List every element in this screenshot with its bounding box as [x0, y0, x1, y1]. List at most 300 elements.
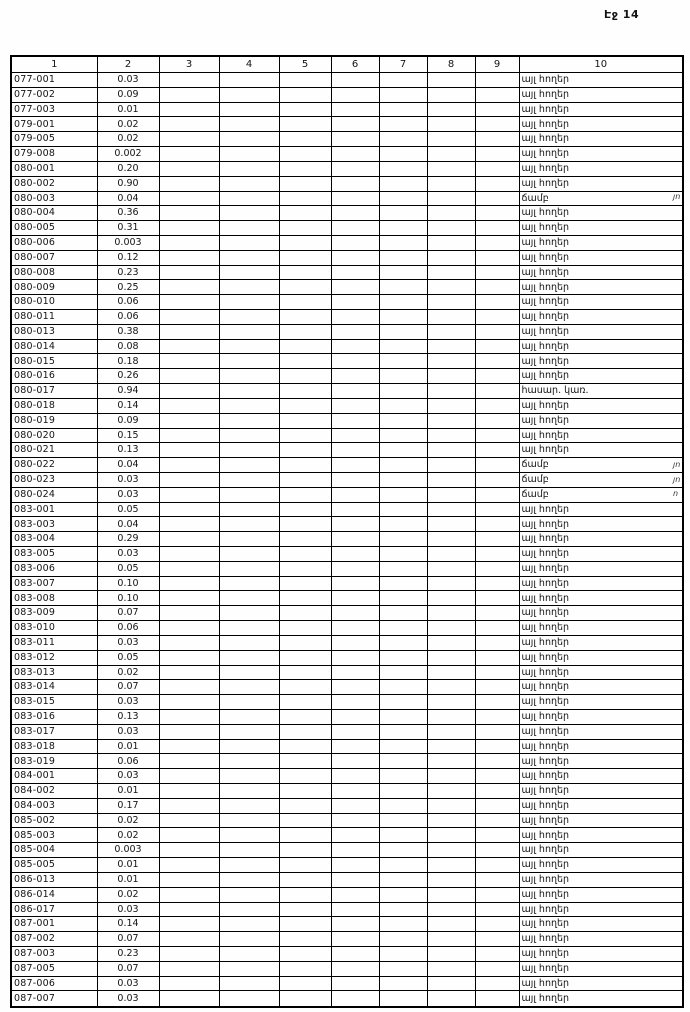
cell-empty: [427, 413, 475, 428]
cell-empty: [475, 384, 519, 399]
cell-empty: [279, 709, 331, 724]
cell-note: այլ հողեր: [519, 161, 683, 176]
cell-empty: [427, 235, 475, 250]
table-row: [11, 487, 683, 502]
cell-empty: [331, 813, 379, 828]
cell-code: 083-011: [11, 635, 97, 650]
cell-empty: [279, 73, 331, 88]
cell-empty: [427, 591, 475, 606]
cell-empty: [427, 354, 475, 369]
cell-empty: [427, 117, 475, 132]
cell-empty: [159, 591, 219, 606]
table-row: [11, 413, 683, 428]
cell-empty: [379, 87, 427, 102]
cell-empty: [219, 709, 279, 724]
cell-value: 0.20: [97, 161, 159, 176]
cell-code: 084-001: [11, 769, 97, 784]
cell-code: 077-001: [11, 73, 97, 88]
cell-empty: [379, 73, 427, 88]
cell-empty: [219, 250, 279, 265]
cell-empty: [475, 310, 519, 325]
cell-empty: [219, 102, 279, 117]
cell-empty: [279, 147, 331, 162]
column-header: 3: [159, 56, 219, 73]
cell-code: 080-020: [11, 428, 97, 443]
cell-empty: [331, 324, 379, 339]
cell-empty: [475, 398, 519, 413]
cell-code: 079-005: [11, 132, 97, 147]
cell-empty: [475, 902, 519, 917]
cell-empty: [379, 769, 427, 784]
cell-note: այլ հողեր: [519, 976, 683, 991]
table-row: [11, 695, 683, 710]
cell-empty: [279, 324, 331, 339]
cell-empty: [379, 621, 427, 636]
cell-empty: [159, 561, 219, 576]
cell-empty: [159, 354, 219, 369]
cell-empty: [159, 828, 219, 843]
column-header: 2: [97, 56, 159, 73]
cell-empty: [159, 221, 219, 236]
cell-code: 080-017: [11, 384, 97, 399]
cell-code: 080-006: [11, 235, 97, 250]
cell-value: 0.13: [97, 709, 159, 724]
table-row: [11, 769, 683, 784]
cell-empty: [379, 354, 427, 369]
cell-empty: [279, 680, 331, 695]
table-row: [11, 384, 683, 399]
cell-empty: [475, 191, 519, 206]
table-row: [11, 428, 683, 443]
cell-note: այլ հողեր: [519, 250, 683, 265]
cell-empty: [427, 902, 475, 917]
cell-empty: [475, 695, 519, 710]
cell-empty: [219, 369, 279, 384]
cell-value: 0.23: [97, 946, 159, 961]
cell-code: 083-001: [11, 502, 97, 517]
cell-empty: [279, 798, 331, 813]
cell-empty: [427, 73, 475, 88]
cell-empty: [427, 384, 475, 399]
cell-empty: [475, 798, 519, 813]
cell-empty: [219, 739, 279, 754]
cell-empty: [159, 784, 219, 799]
cell-empty: [379, 798, 427, 813]
cell-empty: [379, 828, 427, 843]
cell-empty: [279, 976, 331, 991]
cell-code: 083-019: [11, 754, 97, 769]
table-row: [11, 443, 683, 458]
cell-empty: [159, 887, 219, 902]
cell-code: 086-013: [11, 872, 97, 887]
cell-code: 085-002: [11, 813, 97, 828]
cell-empty: [427, 102, 475, 117]
cell-empty: [475, 665, 519, 680]
cell-value: 0.14: [97, 917, 159, 932]
cell-note: այլ հողեր: [519, 369, 683, 384]
cell-empty: [379, 606, 427, 621]
cell-empty: [159, 976, 219, 991]
cell-empty: [219, 754, 279, 769]
cell-value: 0.06: [97, 621, 159, 636]
cell-empty: [379, 472, 427, 487]
cell-empty: [331, 976, 379, 991]
cell-note: այլ հողեր: [519, 887, 683, 902]
table-row: [11, 798, 683, 813]
cell-empty: [427, 635, 475, 650]
cell-empty: [427, 813, 475, 828]
cell-empty: [475, 547, 519, 562]
cell-empty: [159, 798, 219, 813]
cell-empty: [331, 650, 379, 665]
cell-code: 087-002: [11, 932, 97, 947]
cell-code: 080-016: [11, 369, 97, 384]
cell-empty: [219, 206, 279, 221]
cell-empty: [475, 932, 519, 947]
table-row: [11, 961, 683, 976]
cell-empty: [475, 487, 519, 502]
cell-empty: [475, 73, 519, 88]
table-row: [11, 191, 683, 206]
cell-empty: [219, 265, 279, 280]
cell-empty: [475, 458, 519, 473]
cell-empty: [379, 384, 427, 399]
cell-empty: [279, 339, 331, 354]
cell-code: 084-002: [11, 784, 97, 799]
cell-empty: [331, 472, 379, 487]
cell-empty: [279, 502, 331, 517]
cell-empty: [331, 769, 379, 784]
cell-note: այլ հողեր: [519, 413, 683, 428]
cell-value: 0.003: [97, 843, 159, 858]
cell-code: 079-001: [11, 117, 97, 132]
cell-empty: [331, 576, 379, 591]
cell-empty: [379, 843, 427, 858]
cell-empty: [475, 176, 519, 191]
table-row: [11, 991, 683, 1007]
cell-empty: [279, 621, 331, 636]
cell-code: 077-003: [11, 102, 97, 117]
cell-empty: [379, 917, 427, 932]
cell-empty: [379, 784, 427, 799]
cell-empty: [379, 235, 427, 250]
cell-empty: [427, 991, 475, 1007]
cell-code: 085-003: [11, 828, 97, 843]
cell-empty: [219, 872, 279, 887]
cell-value: 0.002: [97, 147, 159, 162]
cell-empty: [331, 132, 379, 147]
cell-empty: [475, 650, 519, 665]
cell-empty: [279, 191, 331, 206]
cell-empty: [159, 680, 219, 695]
cell-empty: [219, 384, 279, 399]
cell-empty: [159, 902, 219, 917]
cell-value: 0.03: [97, 769, 159, 784]
cell-empty: [379, 576, 427, 591]
cell-empty: [159, 161, 219, 176]
cell-empty: [279, 769, 331, 784]
cell-empty: [475, 443, 519, 458]
cell-empty: [219, 532, 279, 547]
cell-empty: [427, 976, 475, 991]
cell-code: 087-006: [11, 976, 97, 991]
table-row: [11, 398, 683, 413]
column-header: 10: [519, 56, 683, 73]
cell-empty: [331, 265, 379, 280]
cell-note: այլ հողեր: [519, 561, 683, 576]
cell-empty: [219, 458, 279, 473]
cell-empty: [379, 724, 427, 739]
cell-empty: [219, 324, 279, 339]
cell-note: այլ հողեր: [519, 769, 683, 784]
cell-empty: [159, 695, 219, 710]
cell-empty: [279, 547, 331, 562]
cell-empty: [475, 102, 519, 117]
cell-empty: [279, 946, 331, 961]
cell-empty: [279, 724, 331, 739]
cell-empty: [159, 398, 219, 413]
cell-empty: [159, 191, 219, 206]
cell-empty: [159, 961, 219, 976]
cell-empty: [427, 324, 475, 339]
table-row: [11, 591, 683, 606]
table-row: [11, 547, 683, 562]
cell-empty: [331, 235, 379, 250]
margin-mark: յո: [673, 191, 681, 201]
cell-empty: [219, 680, 279, 695]
cell-empty: [331, 458, 379, 473]
cell-note: այլ հողեր: [519, 724, 683, 739]
table-row: [11, 176, 683, 191]
cell-value: 0.02: [97, 887, 159, 902]
cell-empty: [159, 946, 219, 961]
cell-empty: [331, 502, 379, 517]
cell-empty: [379, 206, 427, 221]
cell-code: 083-010: [11, 621, 97, 636]
cell-empty: [379, 324, 427, 339]
cell-empty: [475, 813, 519, 828]
cell-empty: [331, 443, 379, 458]
cell-empty: [331, 354, 379, 369]
cell-empty: [427, 191, 475, 206]
cell-empty: [219, 398, 279, 413]
table-row: [11, 73, 683, 88]
cell-note: այլ հողեր: [519, 102, 683, 117]
cell-empty: [159, 709, 219, 724]
cell-empty: [219, 576, 279, 591]
cell-empty: [427, 961, 475, 976]
cell-empty: [219, 798, 279, 813]
cell-empty: [331, 561, 379, 576]
cell-empty: [427, 887, 475, 902]
cell-empty: [219, 87, 279, 102]
cell-empty: [331, 339, 379, 354]
cell-empty: [279, 917, 331, 932]
cell-empty: [279, 961, 331, 976]
cell-empty: [379, 369, 427, 384]
cell-empty: [475, 339, 519, 354]
table-row: [11, 843, 683, 858]
cell-note: այլ հողեր: [519, 739, 683, 754]
cell-note: այլ հողեր: [519, 591, 683, 606]
table-row: [11, 828, 683, 843]
cell-empty: [475, 354, 519, 369]
table-row: [11, 502, 683, 517]
column-header: 5: [279, 56, 331, 73]
cell-empty: [219, 961, 279, 976]
cell-empty: [427, 87, 475, 102]
cell-empty: [159, 472, 219, 487]
cell-empty: [379, 280, 427, 295]
cell-empty: [279, 932, 331, 947]
cell-empty: [159, 117, 219, 132]
cell-empty: [219, 784, 279, 799]
cell-value: 0.90: [97, 176, 159, 191]
table-row: [11, 932, 683, 947]
cell-empty: [159, 73, 219, 88]
cell-empty: [159, 858, 219, 873]
cell-empty: [427, 147, 475, 162]
table-row: [11, 680, 683, 695]
cell-empty: [427, 917, 475, 932]
cell-empty: [475, 161, 519, 176]
cell-empty: [475, 784, 519, 799]
cell-note: այլ հողեր: [519, 650, 683, 665]
cell-value: 0.06: [97, 310, 159, 325]
cell-code: 080-008: [11, 265, 97, 280]
cell-code: 080-019: [11, 413, 97, 428]
cell-value: 0.38: [97, 324, 159, 339]
cell-empty: [475, 739, 519, 754]
cell-empty: [219, 354, 279, 369]
cell-note: այլ հողեր: [519, 206, 683, 221]
cell-code: 080-011: [11, 310, 97, 325]
cell-empty: [379, 532, 427, 547]
cell-note: հասար. կառ.: [519, 384, 683, 399]
cell-empty: [279, 132, 331, 147]
cell-empty: [279, 87, 331, 102]
cell-note: ճամբ: [519, 487, 683, 502]
table-row: [11, 295, 683, 310]
cell-empty: [475, 221, 519, 236]
cell-empty: [379, 709, 427, 724]
cell-empty: [331, 191, 379, 206]
cell-empty: [331, 384, 379, 399]
cell-note: այլ հողեր: [519, 872, 683, 887]
cell-empty: [427, 650, 475, 665]
cell-note: այլ հողեր: [519, 946, 683, 961]
cell-empty: [427, 621, 475, 636]
cell-value: 0.10: [97, 576, 159, 591]
cell-value: 0.15: [97, 428, 159, 443]
cell-empty: [279, 265, 331, 280]
cell-empty: [331, 413, 379, 428]
cell-value: 0.04: [97, 517, 159, 532]
cell-empty: [427, 161, 475, 176]
cell-empty: [331, 709, 379, 724]
cell-empty: [279, 561, 331, 576]
cell-empty: [159, 621, 219, 636]
cell-empty: [279, 487, 331, 502]
cell-note: այլ հողեր: [519, 502, 683, 517]
cell-empty: [279, 384, 331, 399]
cell-code: 080-022: [11, 458, 97, 473]
table-row: [11, 458, 683, 473]
cell-code: 083-017: [11, 724, 97, 739]
cell-empty: [219, 176, 279, 191]
cell-note: այլ հողեր: [519, 813, 683, 828]
cell-value: 0.04: [97, 458, 159, 473]
cell-note: այլ հողեր: [519, 310, 683, 325]
cell-empty: [475, 606, 519, 621]
cell-empty: [219, 917, 279, 932]
cell-empty: [159, 458, 219, 473]
cell-empty: [427, 132, 475, 147]
cell-empty: [159, 813, 219, 828]
cell-value: 0.02: [97, 132, 159, 147]
cell-empty: [331, 547, 379, 562]
cell-empty: [379, 502, 427, 517]
cell-empty: [427, 695, 475, 710]
cell-empty: [331, 843, 379, 858]
cell-empty: [427, 206, 475, 221]
cell-empty: [379, 176, 427, 191]
cell-empty: [279, 458, 331, 473]
cell-empty: [379, 591, 427, 606]
cell-empty: [219, 976, 279, 991]
cell-empty: [379, 932, 427, 947]
cell-empty: [331, 961, 379, 976]
cell-empty: [379, 887, 427, 902]
cell-code: 085-005: [11, 858, 97, 873]
cell-empty: [379, 191, 427, 206]
cell-empty: [475, 517, 519, 532]
cell-empty: [379, 872, 427, 887]
cell-empty: [159, 502, 219, 517]
table-row: [11, 532, 683, 547]
cell-empty: [331, 206, 379, 221]
cell-value: 0.06: [97, 295, 159, 310]
cell-empty: [379, 695, 427, 710]
cell-empty: [279, 872, 331, 887]
cell-empty: [331, 902, 379, 917]
cell-code: 086-014: [11, 887, 97, 902]
cell-empty: [427, 754, 475, 769]
cell-empty: [379, 946, 427, 961]
cell-empty: [279, 665, 331, 680]
cell-empty: [331, 680, 379, 695]
page-number: Էջ 14: [604, 8, 640, 21]
column-header: 8: [427, 56, 475, 73]
cell-empty: [159, 487, 219, 502]
cell-empty: [427, 443, 475, 458]
cell-empty: [279, 413, 331, 428]
cell-code: 087-005: [11, 961, 97, 976]
cell-note: այլ հողեր: [519, 828, 683, 843]
cell-empty: [427, 369, 475, 384]
column-header: 9: [475, 56, 519, 73]
cell-empty: [379, 650, 427, 665]
cell-empty: [279, 117, 331, 132]
cell-empty: [331, 724, 379, 739]
table-row: [11, 561, 683, 576]
table-row: [11, 132, 683, 147]
cell-code: 085-004: [11, 843, 97, 858]
cell-empty: [331, 73, 379, 88]
cell-empty: [219, 147, 279, 162]
cell-empty: [219, 502, 279, 517]
cell-empty: [427, 576, 475, 591]
